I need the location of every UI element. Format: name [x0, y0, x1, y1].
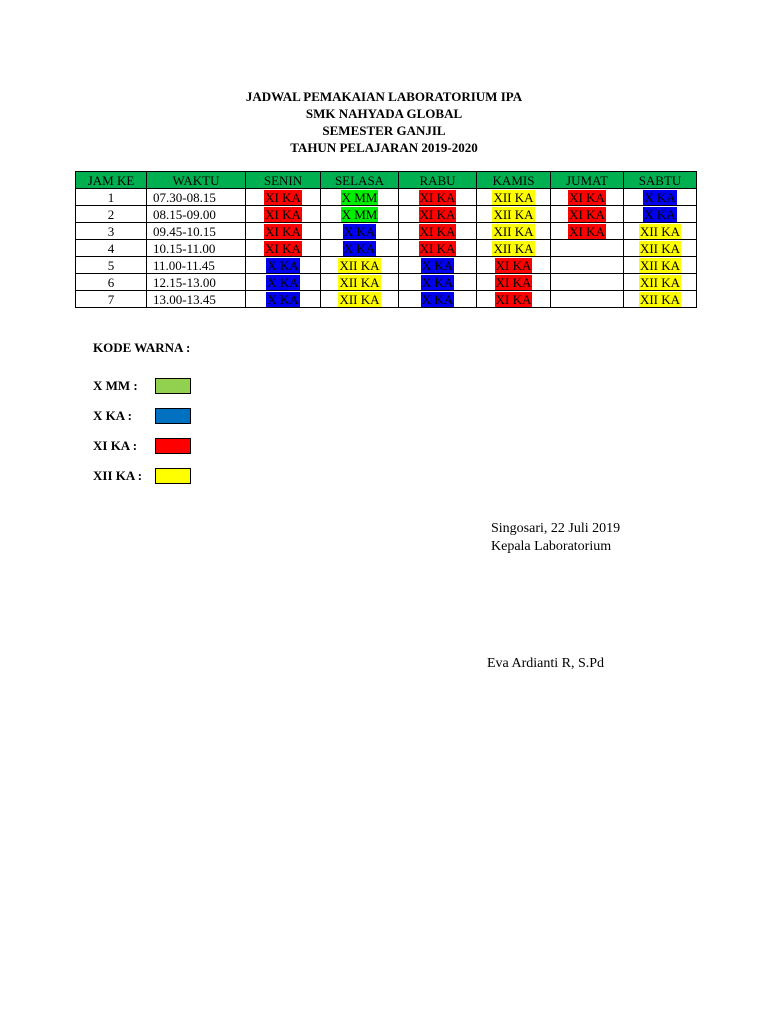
- cell-class: [551, 274, 624, 291]
- cell-class: [399, 291, 477, 308]
- cell-waktu: 12.15-13.00: [147, 274, 246, 291]
- class-chip: X KA: [343, 240, 376, 256]
- class-chip: XII KA: [639, 291, 681, 307]
- schedule-header-row: [76, 172, 697, 189]
- cell-class: [321, 257, 399, 274]
- class-chip: XII KA: [339, 291, 380, 307]
- title-line-2: SMK NAHYADA GLOBAL: [305, 106, 463, 121]
- cell-class: [246, 223, 321, 240]
- legend-item: [93, 431, 191, 461]
- cell-waktu: 09.45-10.15: [147, 223, 246, 240]
- table-row: [76, 274, 697, 291]
- cell-class: [477, 274, 551, 291]
- cell-class: [551, 206, 624, 223]
- cell-class: [624, 257, 697, 274]
- cell-class: [246, 206, 321, 223]
- cell-class: [624, 223, 697, 240]
- class-chip: XII KA: [639, 257, 681, 273]
- cell-waktu: 11.00-11.45: [147, 257, 246, 274]
- cell-class: [399, 206, 477, 223]
- legend-item: [93, 461, 191, 491]
- legend-swatch-xi-ka: [155, 438, 191, 454]
- legend-swatch-x-mm: [155, 378, 191, 394]
- class-chip: XI KA: [265, 206, 301, 222]
- class-chip: X MM: [341, 206, 378, 222]
- cell-class: [551, 240, 624, 257]
- cell-waktu: 08.15-09.00: [147, 206, 246, 223]
- class-chip: X MM: [341, 189, 378, 205]
- table-row: [76, 291, 697, 308]
- cell-class: [246, 240, 321, 257]
- cell-jam-ke: 5: [76, 257, 147, 274]
- legend-swatch-xii-ka: [155, 468, 191, 484]
- class-chip: XI KA: [569, 206, 605, 222]
- cell-class: [399, 223, 477, 240]
- cell-waktu: 13.00-13.45: [147, 291, 246, 308]
- class-chip: XI KA: [495, 274, 532, 290]
- cell-class: [321, 274, 399, 291]
- schedule-table: [75, 171, 697, 308]
- header-selasa: SELASA: [321, 172, 399, 189]
- legend-title: KODE WARNA :: [93, 340, 191, 355]
- cell-class: [477, 240, 551, 257]
- cell-class: [477, 223, 551, 240]
- class-chip: XII KA: [639, 223, 681, 239]
- legend-item: [93, 371, 191, 401]
- cell-jam-ke: 3: [76, 223, 147, 240]
- legend-label: XI KA :: [93, 438, 138, 453]
- cell-class: [624, 291, 697, 308]
- schedule-body: [76, 189, 697, 308]
- class-chip: XI KA: [265, 189, 301, 205]
- cell-class: [246, 189, 321, 206]
- title-line-1: JADWAL PEMAKAIAN LABORATORIUM IPA: [245, 89, 523, 104]
- cell-class: [321, 223, 399, 240]
- class-chip: XII KA: [639, 274, 681, 290]
- table-row: [76, 223, 697, 240]
- header-senin: SENIN: [246, 172, 321, 189]
- cell-jam-ke: 4: [76, 240, 147, 257]
- class-chip: X KA: [421, 274, 454, 290]
- cell-class: [246, 274, 321, 291]
- cell-class: [624, 240, 697, 257]
- cell-class: [551, 189, 624, 206]
- cell-class: [399, 257, 477, 274]
- cell-class: [399, 240, 477, 257]
- class-chip: XI KA: [419, 223, 456, 239]
- header-waktu: WAKTU: [147, 172, 246, 189]
- class-chip: XII KA: [493, 223, 534, 239]
- cell-class: [399, 274, 477, 291]
- header-jam-ke: JAM KE: [76, 172, 147, 189]
- legend-label: X KA :: [93, 408, 132, 423]
- class-chip: X KA: [343, 223, 376, 239]
- cell-waktu: 07.30-08.15: [147, 189, 246, 206]
- header-jumat: JUMAT: [551, 172, 624, 189]
- table-row: [76, 206, 697, 223]
- color-legend: [93, 340, 191, 491]
- class-chip: XI KA: [265, 223, 301, 239]
- class-chip: XI KA: [419, 189, 456, 205]
- legend-swatch-x-ka: [155, 408, 191, 424]
- cell-class: [624, 189, 697, 206]
- cell-jam-ke: 6: [76, 274, 147, 291]
- header-kamis: KAMIS: [477, 172, 551, 189]
- class-chip: XI KA: [419, 240, 456, 256]
- class-chip: XII KA: [639, 240, 681, 256]
- title-line-4: TAHUN PELAJARAN 2019-2020: [290, 140, 478, 155]
- class-chip: XII KA: [493, 189, 534, 205]
- legend-label: XII KA :: [93, 468, 143, 483]
- cell-class: [477, 257, 551, 274]
- cell-waktu: 10.15-11.00: [147, 240, 246, 257]
- class-chip: XI KA: [419, 206, 456, 222]
- class-chip: XII KA: [339, 257, 380, 273]
- cell-class: [246, 257, 321, 274]
- class-chip: X KA: [644, 189, 676, 205]
- table-row: [76, 257, 697, 274]
- class-chip: X KA: [421, 291, 454, 307]
- cell-class: [551, 257, 624, 274]
- class-chip: X KA: [267, 257, 299, 273]
- legend-item: [93, 401, 191, 431]
- header-sabtu: SABTU: [624, 172, 697, 189]
- header-rabu: RABU: [399, 172, 477, 189]
- cell-class: [477, 206, 551, 223]
- cell-class: [321, 291, 399, 308]
- signature-block: [491, 520, 620, 556]
- cell-jam-ke: 1: [76, 189, 147, 206]
- cell-jam-ke: 7: [76, 291, 147, 308]
- class-chip: XI KA: [569, 189, 605, 205]
- class-chip: XII KA: [339, 274, 380, 290]
- class-chip: X KA: [267, 291, 299, 307]
- class-chip: X KA: [267, 274, 299, 290]
- cell-class: [246, 291, 321, 308]
- class-chip: X KA: [421, 257, 454, 273]
- cell-class: [624, 206, 697, 223]
- cell-class: [551, 223, 624, 240]
- class-chip: XII KA: [493, 206, 534, 222]
- cell-class: [477, 291, 551, 308]
- table-row: [76, 189, 697, 206]
- cell-class: [477, 189, 551, 206]
- document-header: [0, 88, 768, 156]
- cell-jam-ke: 2: [76, 206, 147, 223]
- place-date: Singosari, 22 Juli 2019: [491, 521, 621, 536]
- cell-class: [399, 189, 477, 206]
- cell-class: [551, 291, 624, 308]
- cell-class: [321, 240, 399, 257]
- class-chip: XI KA: [495, 257, 532, 273]
- signer-position: Kepala Laboratorium: [491, 539, 612, 554]
- class-chip: XII KA: [493, 240, 534, 256]
- table-row: [76, 240, 697, 257]
- class-chip: XI KA: [495, 291, 532, 307]
- title-line-3: SEMESTER GANJIL: [322, 123, 446, 138]
- cell-class: [321, 206, 399, 223]
- signer-name: Eva Ardianti R, S.Pd: [487, 656, 605, 671]
- class-chip: XI KA: [265, 240, 301, 256]
- class-chip: X KA: [644, 206, 676, 222]
- cell-class: [624, 274, 697, 291]
- class-chip: XI KA: [569, 223, 605, 239]
- legend-label: X MM :: [93, 378, 138, 393]
- cell-class: [321, 189, 399, 206]
